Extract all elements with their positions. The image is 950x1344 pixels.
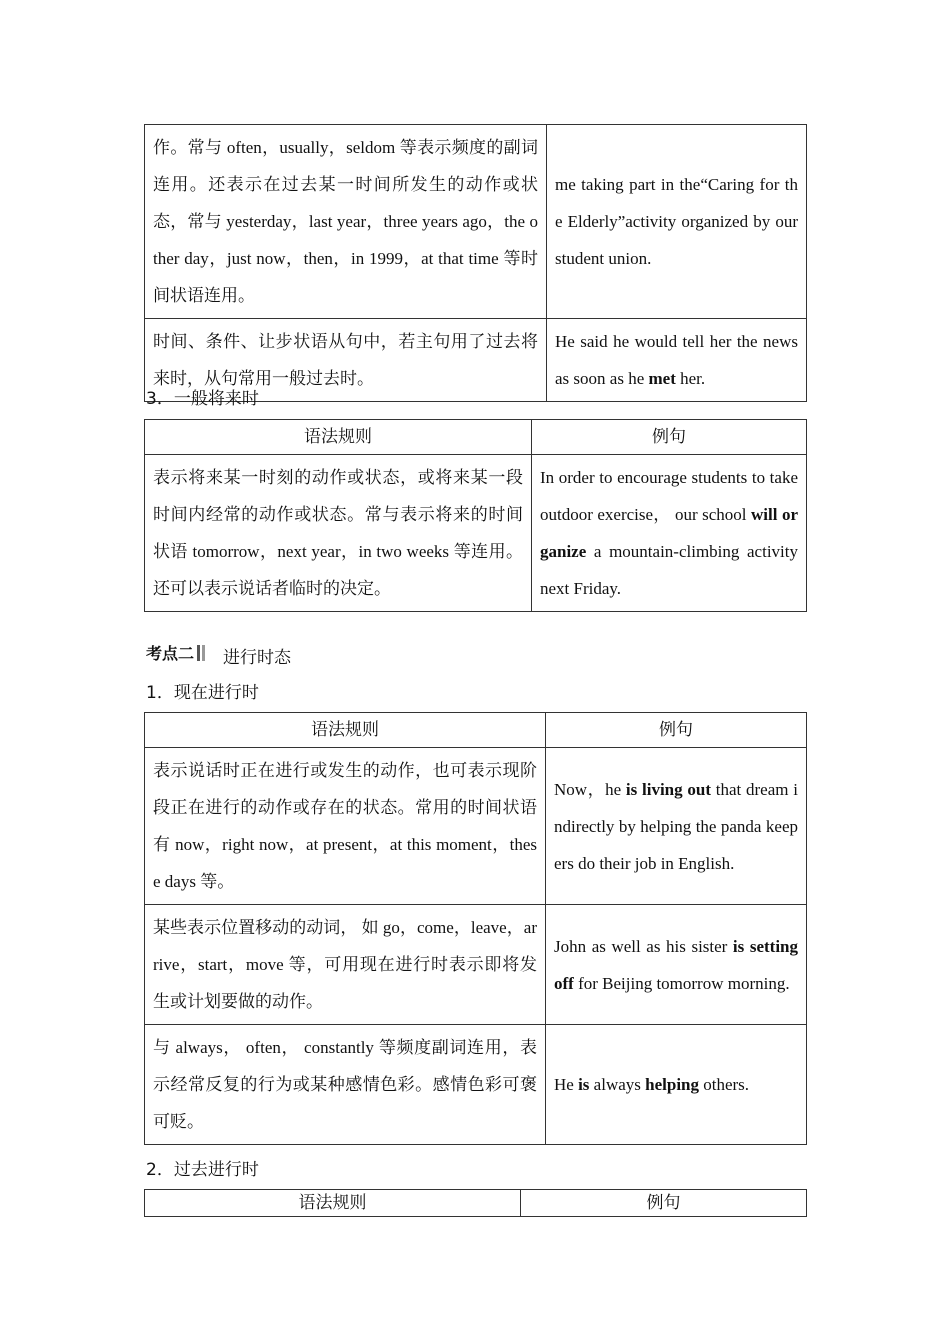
example-text: He xyxy=(554,1075,579,1094)
table-row xyxy=(145,748,807,905)
table-past-progressive xyxy=(144,1189,807,1217)
column-header-rule: 语法规则 xyxy=(145,1190,521,1217)
rule-cell: 与 always， often， constantly 等频度副词连用，表示经常反复的行为或某种感情色彩。感情色彩可褒可贬。 xyxy=(145,1025,546,1145)
example-text: He said he would tell her the news as soon as he xyxy=(555,332,798,388)
rule-cell: 作。常与 often，usually，seldom 等表示频度的副词连用。还表示在过去某一时间所发生的动作或状态，常与 yesterday，last year，three years ago，the other day，just now，then，in 1999，at that time 等时间状语连用。 xyxy=(145,125,547,319)
table-simple-past-continued xyxy=(144,124,807,402)
example-verb: is living out xyxy=(625,779,711,799)
example-text: that dream indirectly by helping the panda keepers do their job in English. xyxy=(554,779,798,873)
example-text: John as well as his sister xyxy=(554,936,733,956)
example-text: In order to encourage students to take outdoor exercise， our school xyxy=(540,468,798,524)
example-cell xyxy=(546,748,807,905)
example-text: always xyxy=(589,1075,646,1094)
example-verb: helping xyxy=(645,1075,699,1094)
table-row xyxy=(145,905,807,1025)
example-verb: is setting off xyxy=(554,936,799,993)
kaodian-label: 考点二 xyxy=(146,644,195,663)
table-row xyxy=(145,1025,807,1145)
rule-cell: 某些表示位置移动的动词， 如 go，come，leave，arrive，start，move 等，可用现在进行时表示即将发生或计划要做的动作。 xyxy=(145,905,546,1025)
example-verb: is xyxy=(578,1075,590,1094)
column-header-example: 例句 xyxy=(532,420,807,455)
example-cell xyxy=(532,455,807,612)
table-simple-future xyxy=(144,419,807,612)
example-verb: met xyxy=(648,369,676,388)
example-text: Now，he xyxy=(554,779,626,799)
kaodian-title: 进行时态 xyxy=(223,648,292,668)
rule-cell: 时间、条件、让步状语从句中，若主句用了过去将来时，从句常用一般过去时。 xyxy=(145,319,547,402)
table-header-row xyxy=(145,713,807,748)
example-cell xyxy=(546,905,807,1025)
kaodian-header xyxy=(146,640,292,668)
bar-marker-icon xyxy=(197,645,205,661)
example-cell xyxy=(546,1025,807,1145)
column-header-rule: 语法规则 xyxy=(145,713,546,748)
example-text: her. xyxy=(675,369,706,388)
example-cell xyxy=(547,319,807,402)
table-present-progressive xyxy=(144,712,807,1145)
example-cell: me taking part in the“Caring for the Elderly”activity organized by our student union. xyxy=(547,125,807,319)
section-heading-past-progressive: 2．过去进行时 xyxy=(146,1160,259,1180)
rule-cell: 表示说话时正在进行或发生的动作，也可表示现阶段正在进行的动作或存在的状态。常用的时间状语有 now，right now，at present，at this moment，these days 等。 xyxy=(145,748,546,905)
section-heading-simple-future: 3．一般将来时 xyxy=(146,389,259,409)
table-header-row xyxy=(145,420,807,455)
example-text: a mountain-climbing activity next Friday. xyxy=(540,542,798,598)
table-row xyxy=(145,125,807,319)
rule-cell: 表示将来某一时刻的动作或状态，或将来某一段时间内经常的动作或状态。常与表示将来的时间状语 tomorrow，next year，in two weeks 等连用。还可以表示说话者临时的决定。 xyxy=(145,455,532,612)
example-text: others. xyxy=(699,1075,750,1094)
example-verb: will organize xyxy=(540,505,798,561)
section-heading-present-progressive: 1．现在进行时 xyxy=(146,683,259,703)
column-header-example: 例句 xyxy=(521,1190,807,1217)
column-header-example: 例句 xyxy=(546,713,807,748)
column-header-rule: 语法规则 xyxy=(145,420,532,455)
table-header-row xyxy=(145,1190,807,1217)
table-row xyxy=(145,455,807,612)
example-text: for Beijing tomorrow morning. xyxy=(573,973,790,993)
